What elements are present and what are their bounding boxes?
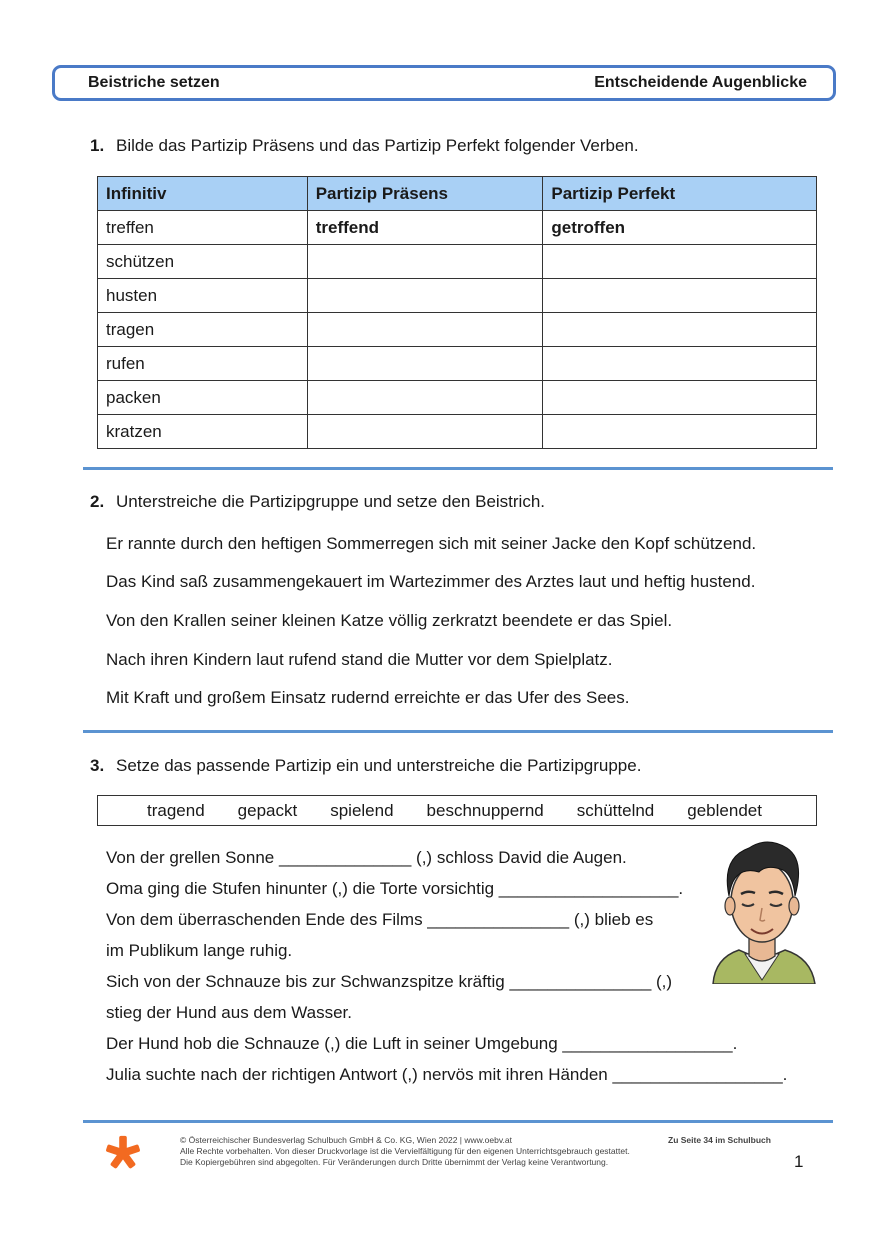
textbook-reference: Zu Seite 34 im Schulbuch bbox=[668, 1135, 771, 1145]
past-participle-cell[interactable] bbox=[543, 415, 817, 449]
infinitive-cell: schützen bbox=[98, 245, 308, 279]
task-number: 2. bbox=[90, 492, 105, 511]
word-bank-item: geblendet bbox=[687, 800, 762, 820]
infinitive-cell: tragen bbox=[98, 313, 308, 347]
word-bank-item: schüttelnd bbox=[576, 800, 655, 820]
table-row bbox=[98, 381, 817, 415]
infinitive-cell: husten bbox=[98, 279, 308, 313]
exercise-sentence: Das Kind saß zusammengekauert im Wartezimmer des Arztes laut und heftig hustend. bbox=[106, 572, 756, 591]
table-header-row bbox=[98, 177, 817, 211]
task-number: 1. bbox=[90, 136, 105, 155]
participle-table bbox=[97, 176, 817, 449]
word-bank-item: spielend bbox=[330, 800, 394, 820]
task-3-instruction bbox=[90, 756, 641, 776]
fill-in-line: im Publikum lange ruhig. bbox=[106, 941, 293, 960]
boy-illustration bbox=[705, 832, 820, 984]
word-bank-item: tragend bbox=[147, 800, 205, 820]
table-row bbox=[98, 279, 817, 313]
copyright-line: © Österreichischer Bundesverlag Schulbuch GmbH & Co. KG, Wien 2022 | www.oebv.at bbox=[180, 1135, 512, 1145]
fill-in-line[interactable]: Julia suchte nach der richtigen Antwort (,) nervös mit ihren Händen __________________. bbox=[106, 1065, 788, 1084]
infinitive-cell: rufen bbox=[98, 347, 308, 381]
fill-in-line[interactable]: Der Hund hob die Schnauze (,) die Luft in seiner Umgebung __________________. bbox=[106, 1034, 738, 1053]
rights-line: Alle Rechte vorbehalten. Von dieser Druckvorlage ist die Vervielfältigung für den eigenen Unterrichtsgebrauch gestattet. bbox=[180, 1146, 630, 1156]
fill-in-line[interactable]: Oma ging die Stufen hinunter (,) die Torte vorsichtig ___________________. bbox=[106, 879, 684, 898]
header-topic: Beistriche setzen bbox=[88, 74, 220, 91]
exercise-sentence: Mit Kraft und großem Einsatz rudernd erreichte er das Ufer des Sees. bbox=[106, 688, 630, 707]
past-participle-cell[interactable] bbox=[543, 313, 817, 347]
header-chapter: Entscheidende Augenblicke bbox=[594, 74, 807, 91]
task-1-instruction bbox=[90, 136, 639, 156]
word-bank-item: gepackt bbox=[237, 800, 298, 820]
table-row bbox=[98, 347, 817, 381]
fill-in-line[interactable]: Von der grellen Sonne ______________ (,) schloss David die Augen. bbox=[106, 848, 627, 867]
table-row bbox=[98, 415, 817, 449]
infinitive-cell: packen bbox=[98, 381, 308, 415]
table-row bbox=[98, 211, 817, 245]
word-bank bbox=[97, 795, 817, 826]
fees-line: Die Kopiergebühren sind abgegolten. Für Veränderungen durch Dritte übernimmt der Verlag keine Verantwortung. bbox=[180, 1157, 609, 1167]
past-participle-cell[interactable] bbox=[543, 279, 817, 313]
fill-in-line[interactable]: Von dem überraschenden Ende des Films _______________ (,) blieb es bbox=[106, 910, 654, 929]
fill-in-line[interactable]: Sich von der Schnauze bis zur Schwanzspitze kräftig _______________ (,) bbox=[106, 972, 673, 991]
column-header: Infinitiv bbox=[98, 177, 308, 211]
present-participle-cell[interactable] bbox=[307, 279, 543, 313]
table-row bbox=[98, 245, 817, 279]
past-participle-cell[interactable] bbox=[543, 245, 817, 279]
column-header: Partizip Perfekt bbox=[543, 177, 817, 211]
column-header: Partizip Präsens bbox=[307, 177, 543, 211]
infinitive-cell: kratzen bbox=[98, 415, 308, 449]
footer-divider bbox=[83, 1120, 833, 1123]
present-participle-cell[interactable] bbox=[307, 313, 543, 347]
past-participle-cell[interactable] bbox=[543, 347, 817, 381]
footer-copyright bbox=[180, 1135, 630, 1168]
present-participle-cell[interactable]: treffend bbox=[307, 211, 543, 245]
exercise-sentence: Von den Krallen seiner kleinen Katze völlig zerkratzt beendete er das Spiel. bbox=[106, 611, 673, 630]
past-participle-cell[interactable] bbox=[543, 381, 817, 415]
task-number: 3. bbox=[90, 756, 105, 775]
worksheet-header bbox=[52, 65, 836, 101]
word-bank-item: beschnuppernd bbox=[426, 800, 544, 820]
present-participle-cell[interactable] bbox=[307, 415, 543, 449]
task-text: Setze das passende Partizip ein und unterstreiche die Partizipgruppe. bbox=[116, 756, 642, 775]
task-2-instruction bbox=[90, 492, 545, 512]
section-divider bbox=[83, 467, 833, 470]
exercise-sentence: Nach ihren Kindern laut rufend stand die Mutter vor dem Spielplatz. bbox=[106, 650, 613, 669]
table-row bbox=[98, 313, 817, 347]
task-text: Bilde das Partizip Präsens und das Partizip Perfekt folgender Verben. bbox=[116, 136, 639, 155]
task-text: Unterstreiche die Partizipgruppe und setze den Beistrich. bbox=[116, 492, 546, 511]
present-participle-cell[interactable] bbox=[307, 381, 543, 415]
exercise-sentence: Er rannte durch den heftigen Sommerregen sich mit seiner Jacke den Kopf schützend. bbox=[106, 534, 757, 553]
page-number: 1 bbox=[794, 1152, 804, 1171]
present-participle-cell[interactable] bbox=[307, 245, 543, 279]
present-participle-cell[interactable] bbox=[307, 347, 543, 381]
fill-in-line: stieg der Hund aus dem Wasser. bbox=[106, 1003, 352, 1022]
section-divider bbox=[83, 730, 833, 733]
publisher-logo bbox=[104, 1134, 142, 1172]
infinitive-cell: treffen bbox=[98, 211, 308, 245]
past-participle-cell[interactable]: getroffen bbox=[543, 211, 817, 245]
